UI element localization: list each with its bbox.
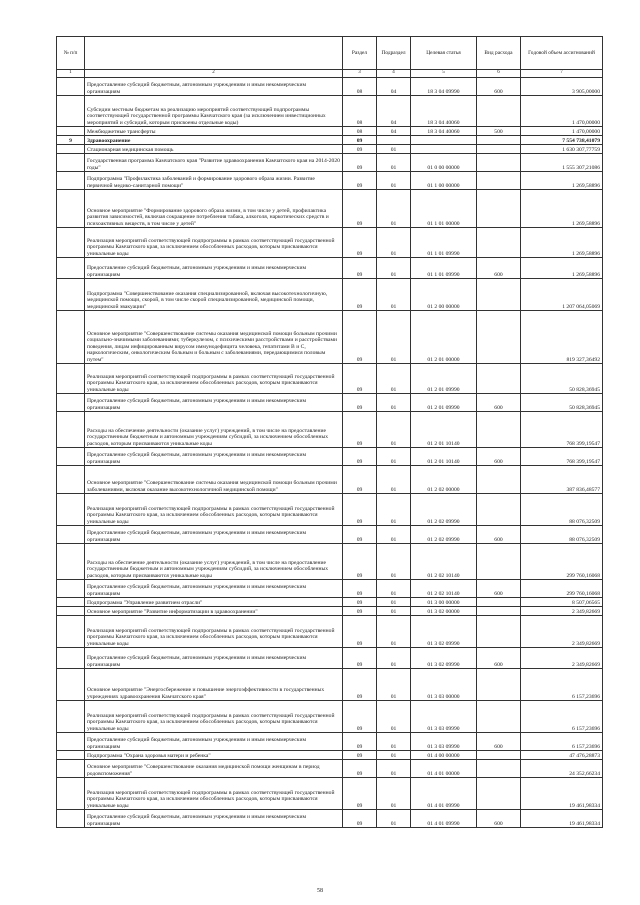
table-row [57, 544, 603, 580]
row-subsection: 01 [377, 544, 411, 580]
row-article: 18 3 04 09990 [411, 78, 477, 96]
row-subsection: 01 [377, 494, 411, 526]
row-section: 09 [343, 279, 377, 311]
row-article: 01 2 01 09990 [411, 364, 477, 394]
row-number [57, 258, 85, 279]
row-name: Основное мероприятие "Совершенствование системы оказания медицинской помощи больным прочими заболеваниями, включая оказание высокотехнологичной медицинской помощи" [85, 466, 343, 494]
row-subsection: 01 [377, 580, 411, 598]
row-exp-type [477, 607, 521, 616]
table-row [57, 607, 603, 616]
row-name: Основное мероприятие "Энергосбережение и повышение энергоэффективности в государственных учреждениях здравоохранения Камчатского края" [85, 669, 343, 701]
row-sum: 768 399,19547 [521, 448, 603, 466]
row-article: 01 2 01 10140 [411, 412, 477, 448]
row-name: Расходы на обеспечение деятельности (оказание услуг) учреждений, в том числе на предоставление государственным бюджетным и автономным учреждениям субсидий, за исключением обособленных расходов, которым присваиваются уникальные коды [85, 412, 343, 448]
row-section: 09 [343, 526, 377, 544]
row-name: Предоставление субсидий бюджетным, автономным учреждениям и иным некоммерческим организациям [85, 78, 343, 96]
row-section: 08 [343, 127, 377, 136]
row-exp-type [477, 145, 521, 154]
row-sum: 299 760,16068 [521, 580, 603, 598]
row-exp-type [477, 412, 521, 448]
column-index: 4 [377, 70, 411, 78]
row-number [57, 648, 85, 669]
row-section: 09 [343, 648, 377, 669]
row-section: 09 [343, 364, 377, 394]
row-subsection: 01 [377, 648, 411, 669]
row-number [57, 607, 85, 616]
row-sum: 2 349,82669 [521, 648, 603, 669]
column-index: 5 [411, 70, 477, 78]
row-subsection: 04 [377, 127, 411, 136]
budget-table-sheet [56, 36, 602, 828]
row-sum: 1 630 307,77759 [521, 145, 603, 154]
row-article: 18 3 04 40060 [411, 127, 477, 136]
table-row [57, 616, 603, 648]
row-section: 09 [343, 311, 377, 364]
row-sum: 1 470,00000 [521, 127, 603, 136]
row-number [57, 78, 85, 96]
row-subsection: 01 [377, 364, 411, 394]
row-number [57, 364, 85, 394]
row-subsection: 01 [377, 311, 411, 364]
row-exp-type [477, 136, 521, 145]
row-article: 01 4 00 00000 [411, 751, 477, 760]
row-number [57, 760, 85, 778]
row-exp-type [477, 751, 521, 760]
row-number [57, 580, 85, 598]
table-row [57, 279, 603, 311]
row-subsection: 01 [377, 448, 411, 466]
row-subsection: 04 [377, 78, 411, 96]
row-section: 09 [343, 751, 377, 760]
header-subsection: Подраздел [377, 37, 411, 70]
row-name: Основное мероприятие "Совершенствование оказания медицинской помощи женщинам в период родовспоможения" [85, 760, 343, 778]
row-sum: 6 157,23696 [521, 701, 603, 733]
table-row [57, 778, 603, 810]
row-section: 09 [343, 810, 377, 828]
row-exp-type [477, 311, 521, 364]
row-article: 01 3 03 09990 [411, 701, 477, 733]
row-sum: 2 349,82669 [521, 616, 603, 648]
table-row [57, 598, 603, 607]
column-index: 6 [477, 70, 521, 78]
row-name: Субсидии местным бюджетам на реализацию мероприятий соответствующей подпрограммы соответствующей государственной программы Камчатского края (за исключением инвестиционных мероприятий и субсидий, которым присвоены отдельные коды) [85, 96, 343, 127]
row-sum: 1 207 064,05069 [521, 279, 603, 311]
row-number [57, 494, 85, 526]
row-sum: 50 828,36945 [521, 364, 603, 394]
row-name: Предоставление субсидий бюджетным, автономным учреждениям и иным некоммерческим организациям [85, 394, 343, 412]
row-section: 09 [343, 760, 377, 778]
column-index-row [57, 70, 603, 78]
table-row [57, 810, 603, 828]
row-section: 09 [343, 136, 377, 145]
row-article: 01 1 01 00000 [411, 190, 477, 228]
row-article: 01 4 01 09990 [411, 778, 477, 810]
table-row [57, 258, 603, 279]
row-exp-type [477, 616, 521, 648]
row-number [57, 544, 85, 580]
row-subsection: 01 [377, 751, 411, 760]
row-exp-type [477, 544, 521, 580]
row-exp-type [477, 778, 521, 810]
row-article: 01 2 02 00000 [411, 466, 477, 494]
row-number [57, 751, 85, 760]
row-subsection: 01 [377, 760, 411, 778]
row-number [57, 145, 85, 154]
row-article: 01 2 02 10140 [411, 580, 477, 598]
row-name: Реализация мероприятий соответствующей подпрограммы в рамках соответствующей государственной программы Камчатского края, за исключением обособленных расходов, которым присваиваются уникальные коды [85, 364, 343, 394]
row-name: Предоставление субсидий бюджетным, автономным учреждениям и иным некоммерческим организациям [85, 258, 343, 279]
table-row [57, 760, 603, 778]
header-no: № п/п [57, 37, 85, 70]
row-section: 09 [343, 145, 377, 154]
row-section: 08 [343, 78, 377, 96]
table-row [57, 364, 603, 394]
row-number [57, 311, 85, 364]
row-section: 09 [343, 448, 377, 466]
row-sum: 1 470,00000 [521, 96, 603, 127]
row-section: 09 [343, 412, 377, 448]
row-section: 09 [343, 190, 377, 228]
row-sum: 19 461,98334 [521, 810, 603, 828]
table-row [57, 494, 603, 526]
row-name: Предоставление субсидий бюджетным, автономным учреждениям и иным некоммерческим организациям [85, 733, 343, 751]
row-subsection: 01 [377, 279, 411, 311]
row-sum: 299 760,16068 [521, 544, 603, 580]
table-row [57, 394, 603, 412]
row-section: 09 [343, 154, 377, 172]
row-sum: 1 555 307,21086 [521, 154, 603, 172]
row-sum: 819 327,36492 [521, 311, 603, 364]
row-subsection: 01 [377, 145, 411, 154]
row-subsection: 01 [377, 810, 411, 828]
row-sum: 768 399,19547 [521, 412, 603, 448]
row-subsection: 01 [377, 190, 411, 228]
row-article: 01 3 02 09990 [411, 648, 477, 669]
row-article [411, 145, 477, 154]
row-number: 9 [57, 136, 85, 145]
row-sum: 6 157,23696 [521, 669, 603, 701]
row-article: 01 2 01 09990 [411, 394, 477, 412]
header-sum: Годовой объем ассигнований [521, 37, 603, 70]
row-section: 09 [343, 669, 377, 701]
row-number [57, 154, 85, 172]
row-exp-type [477, 760, 521, 778]
row-article: 18 3 04 40060 [411, 96, 477, 127]
budget-table [56, 36, 603, 828]
row-number [57, 669, 85, 701]
row-name: Государственная программа Камчатского края "Развитие здравоохранения Камчатского края на 2014-2020 годы" [85, 154, 343, 172]
row-sum: 6 157,23696 [521, 733, 603, 751]
row-name: Основное мероприятие "Развитие информатизации в здравоохранении" [85, 607, 343, 616]
row-name: Предоставление субсидий бюджетным, автономным учреждениям и иным некоммерческим организациям [85, 810, 343, 828]
row-name: Подпрограмма "Управление развитием отрасли" [85, 598, 343, 607]
row-number [57, 228, 85, 258]
row-name: Предоставление субсидий бюджетным, автономным учреждениям и иным некоммерческим организациям [85, 580, 343, 598]
row-subsection: 01 [377, 172, 411, 190]
row-section: 09 [343, 544, 377, 580]
row-name: Стационарная медицинская помощь [85, 145, 343, 154]
column-index: 2 [85, 70, 343, 78]
row-subsection: 01 [377, 526, 411, 544]
row-exp-type [477, 598, 521, 607]
row-name: Межбюджетные трансферты [85, 127, 343, 136]
row-subsection: 01 [377, 616, 411, 648]
row-article: 01 1 00 00000 [411, 172, 477, 190]
column-index: 3 [343, 70, 377, 78]
row-sum: 1 269,58896 [521, 228, 603, 258]
row-sum: 387 836,48577 [521, 466, 603, 494]
row-exp-type: 600 [477, 526, 521, 544]
table-row [57, 311, 603, 364]
row-article: 01 3 03 09990 [411, 733, 477, 751]
row-name: Реализация мероприятий соответствующей подпрограммы в рамках соответствующей государственной программы Камчатского края, за исключением обособленных расходов, которым присваиваются уникальные коды [85, 778, 343, 810]
row-name: Здравоохранение [85, 136, 343, 145]
row-sum: 47 476,28873 [521, 751, 603, 760]
row-name: Реализация мероприятий соответствующей подпрограммы в рамках соответствующей государственной программы Камчатского края, за исключением обособленных расходов, которым присваиваются уникальные коды [85, 228, 343, 258]
row-subsection: 01 [377, 598, 411, 607]
row-number [57, 412, 85, 448]
table-row [57, 580, 603, 598]
row-number [57, 127, 85, 136]
table-row [57, 669, 603, 701]
table-row [57, 172, 603, 190]
row-section: 09 [343, 733, 377, 751]
row-sum: 8 507,06565 [521, 598, 603, 607]
header-name [85, 37, 343, 70]
row-sum: 2 349,82669 [521, 607, 603, 616]
row-article: 01 0 00 00000 [411, 154, 477, 172]
row-sum: 1 269,58896 [521, 172, 603, 190]
row-name: Реализация мероприятий соответствующей подпрограммы в рамках соответствующей государственной программы Камчатского края, за исключением обособленных расходов, которым присваиваются уникальные коды [85, 616, 343, 648]
table-row [57, 526, 603, 544]
row-name: Подпрограмма "Охрана здоровья матери и ребенка" [85, 751, 343, 760]
row-sum: 88 076,32509 [521, 494, 603, 526]
row-exp-type [477, 669, 521, 701]
row-exp-type [477, 228, 521, 258]
table-row [57, 448, 603, 466]
header-section: Раздел [343, 37, 377, 70]
column-index: 1 [57, 70, 85, 78]
row-sum: 50 828,36945 [521, 394, 603, 412]
row-section: 09 [343, 258, 377, 279]
row-section: 09 [343, 598, 377, 607]
row-exp-type [477, 466, 521, 494]
row-sum: 3 905,00000 [521, 78, 603, 96]
row-article: 01 3 03 00000 [411, 669, 477, 701]
row-name: Предоставление субсидий бюджетным, автономным учреждениям и иным некоммерческим организациям [85, 526, 343, 544]
row-number [57, 810, 85, 828]
row-subsection: 04 [377, 96, 411, 127]
row-section: 09 [343, 607, 377, 616]
row-subsection: 01 [377, 607, 411, 616]
row-name: Подпрограмма "Профилактика заболеваний и формирование здорового образа жизни. Развитие первичной медико-санитарной помощи" [85, 172, 343, 190]
row-exp-type: 600 [477, 78, 521, 96]
row-article: 01 1 01 09990 [411, 228, 477, 258]
header-article: Целевая статья [411, 37, 477, 70]
table-row [57, 78, 603, 96]
row-number [57, 616, 85, 648]
row-exp-type: 600 [477, 810, 521, 828]
row-name: Подпрограмма "Совершенствование оказания специализированной, включая высокотехнологичную, медицинской помощи, скорой, в том числе скорой специализированной, медицинской помощи, медицинской эвакуации" [85, 279, 343, 311]
row-subsection: 01 [377, 258, 411, 279]
row-article: 01 3 02 09990 [411, 616, 477, 648]
row-sum: 1 269,58896 [521, 190, 603, 228]
row-exp-type [477, 701, 521, 733]
row-section: 09 [343, 228, 377, 258]
row-article: 01 2 00 00000 [411, 279, 477, 311]
row-section: 09 [343, 778, 377, 810]
table-row [57, 145, 603, 154]
table-row [57, 154, 603, 172]
row-article: 01 2 02 09990 [411, 526, 477, 544]
row-number [57, 598, 85, 607]
table-row [57, 733, 603, 751]
row-subsection: 01 [377, 228, 411, 258]
row-number [57, 172, 85, 190]
row-section: 09 [343, 616, 377, 648]
row-exp-type [477, 172, 521, 190]
row-section: 08 [343, 96, 377, 127]
row-number [57, 526, 85, 544]
row-subsection: 01 [377, 701, 411, 733]
row-exp-type: 500 [477, 127, 521, 136]
row-exp-type: 600 [477, 733, 521, 751]
row-subsection: 01 [377, 778, 411, 810]
row-article: 01 3 00 00000 [411, 598, 477, 607]
row-subsection: 01 [377, 669, 411, 701]
row-name: Основное мероприятие "Формирование здорового образа жизни, в том числе у детей, профилактика развития зависимостей, включая сокращение потребления табака, алкоголя, наркотических средств и психоактивных веществ, в том числе у детей" [85, 190, 343, 228]
page-number: 58 [317, 888, 323, 894]
row-number [57, 96, 85, 127]
table-row [57, 136, 603, 145]
row-number [57, 190, 85, 228]
table-row [57, 96, 603, 127]
row-subsection: 01 [377, 394, 411, 412]
row-name: Предоставление субсидий бюджетным, автономным учреждениям и иным некоммерческим организациям [85, 648, 343, 669]
row-sum: 88 076,32509 [521, 526, 603, 544]
row-exp-type: 600 [477, 580, 521, 598]
row-section: 09 [343, 580, 377, 598]
row-article: 01 2 02 09990 [411, 494, 477, 526]
row-number [57, 448, 85, 466]
row-number [57, 466, 85, 494]
row-subsection: 01 [377, 154, 411, 172]
row-article: 01 4 01 09990 [411, 810, 477, 828]
row-number [57, 394, 85, 412]
row-exp-type [477, 364, 521, 394]
row-article: 01 2 01 10140 [411, 448, 477, 466]
row-subsection: 01 [377, 733, 411, 751]
row-article: 01 4 01 00000 [411, 760, 477, 778]
row-section: 09 [343, 172, 377, 190]
row-name: Основное мероприятие "Совершенствование системы оказания медицинской помощи больным прочими социально-значимыми заболеваниями; туберкулезом, с психическими расстройствами и расстройствами поведения, лицам инфицированным вирусом иммунодефицита человека, гепатитами B и C, наркологическим, онкологическим больным и больным с заболеваниями, передающимися половым путем" [85, 311, 343, 364]
row-exp-type: 600 [477, 448, 521, 466]
row-exp-type [477, 154, 521, 172]
table-row [57, 228, 603, 258]
row-sum: 1 269,58896 [521, 258, 603, 279]
table-row [57, 127, 603, 136]
row-sum: 24 352,66234 [521, 760, 603, 778]
row-exp-type [477, 190, 521, 228]
row-number [57, 733, 85, 751]
row-exp-type [477, 494, 521, 526]
table-row [57, 412, 603, 448]
table-row [57, 648, 603, 669]
row-subsection: 01 [377, 466, 411, 494]
row-exp-type: 600 [477, 394, 521, 412]
row-name: Предоставление субсидий бюджетным, автономным учреждениям и иным некоммерческим организациям [85, 448, 343, 466]
row-exp-type [477, 96, 521, 127]
row-name: Реализация мероприятий соответствующей подпрограммы в рамках соответствующей государственной программы Камчатского края, за исключением обособленных расходов, которым присваиваются уникальные коды [85, 701, 343, 733]
row-article [411, 136, 477, 145]
row-exp-type: 600 [477, 258, 521, 279]
row-number [57, 701, 85, 733]
table-row [57, 751, 603, 760]
row-name: Расходы на обеспечение деятельности (оказание услуг) учреждений, в том числе на предоставление государственным бюджетным и автономным учреждениям субсидий, за исключением обособленных расходов, которым присваиваются уникальные коды [85, 544, 343, 580]
row-exp-type: 600 [477, 648, 521, 669]
header-row [57, 37, 603, 70]
table-row [57, 190, 603, 228]
row-subsection [377, 136, 411, 145]
row-section: 09 [343, 394, 377, 412]
row-article: 01 3 02 00000 [411, 607, 477, 616]
table-body [57, 78, 603, 828]
header-exp-type: Вид расхода [477, 37, 521, 70]
row-number [57, 778, 85, 810]
row-article: 01 2 02 10140 [411, 544, 477, 580]
row-section: 09 [343, 701, 377, 733]
column-index: 7 [521, 70, 603, 78]
row-article: 01 2 01 00000 [411, 311, 477, 364]
row-sum: 7 554 738,41079 [521, 136, 603, 145]
table-row [57, 701, 603, 733]
row-sum: 19 461,98334 [521, 778, 603, 810]
row-name: Реализация мероприятий соответствующей подпрограммы в рамках соответствующей государственной программы Камчатского края, за исключением обособленных расходов, которым присваиваются уникальные коды [85, 494, 343, 526]
row-article: 01 1 01 09990 [411, 258, 477, 279]
row-number [57, 279, 85, 311]
row-exp-type [477, 279, 521, 311]
table-row [57, 466, 603, 494]
row-section: 09 [343, 494, 377, 526]
row-section: 09 [343, 466, 377, 494]
row-subsection: 01 [377, 412, 411, 448]
